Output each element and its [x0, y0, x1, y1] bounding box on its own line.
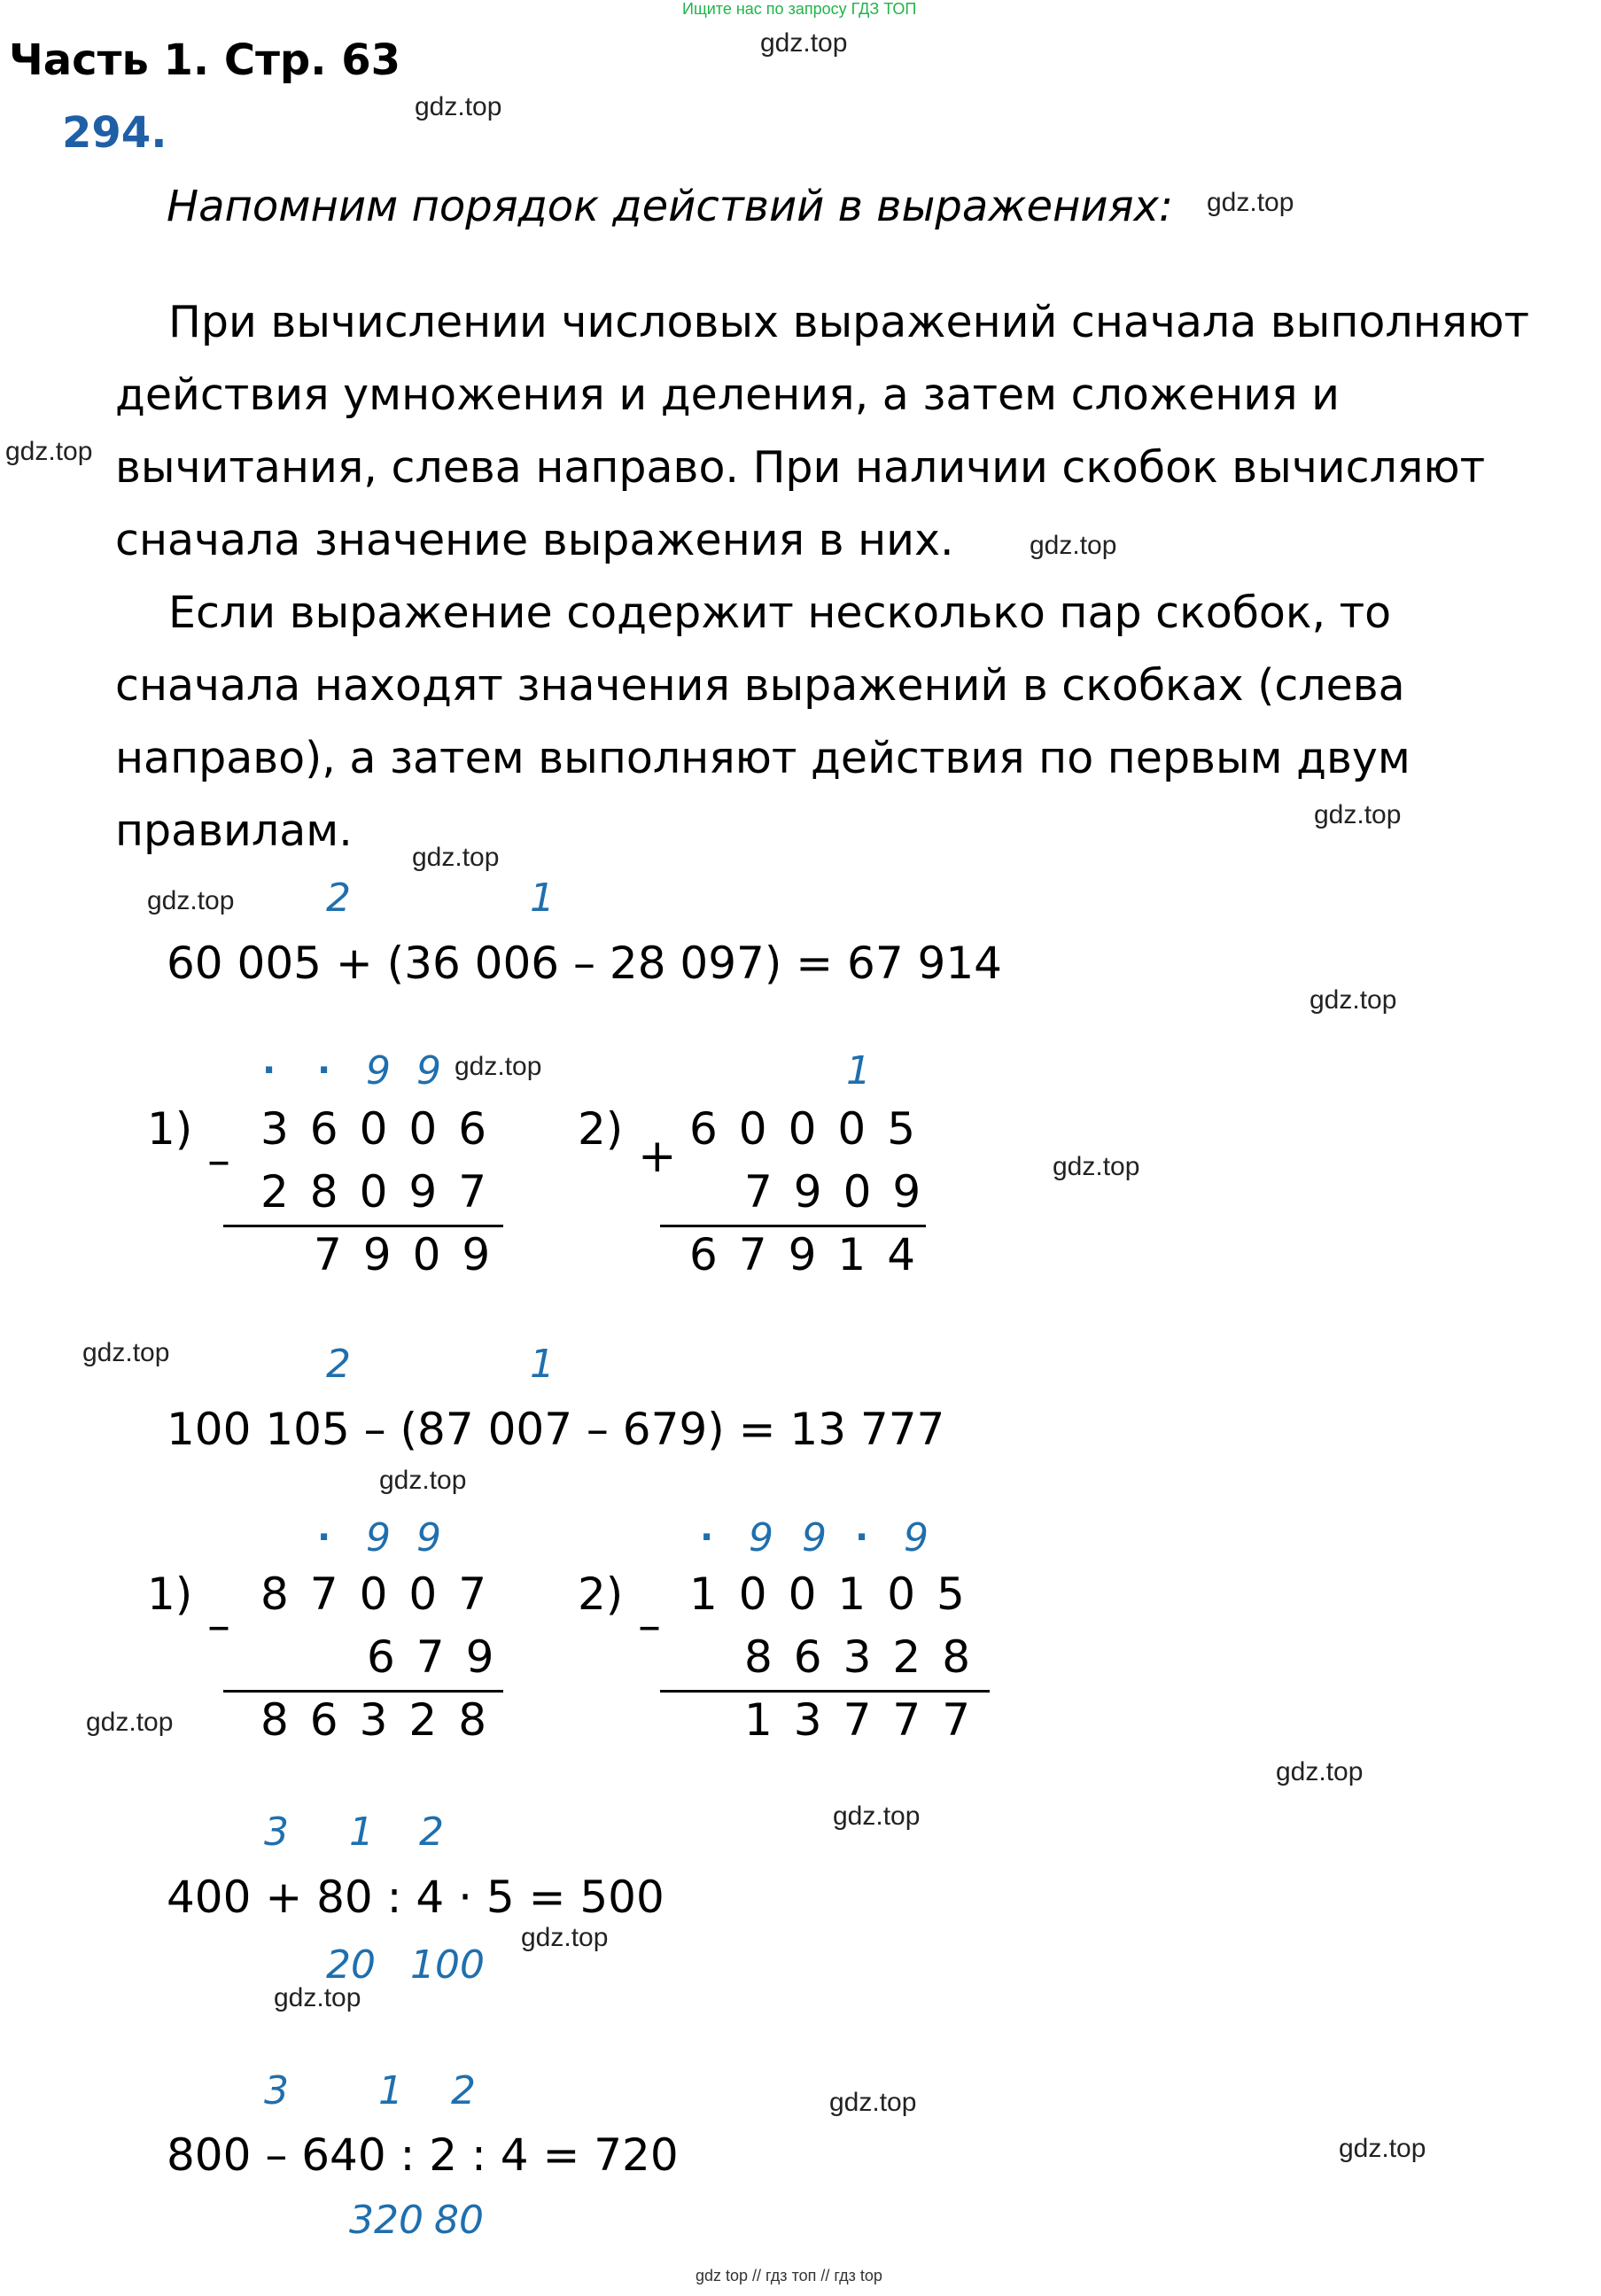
watermark: gdz.top	[1030, 531, 1117, 560]
expression: 800 – 640 : 2 : 4 = 720	[167, 2129, 679, 2181]
carry-mark: 9	[904, 1515, 929, 1561]
order-mark: 1	[349, 1810, 374, 1855]
difference: 13777	[744, 1694, 992, 1746]
order-mark: 2	[326, 1342, 351, 1387]
carry-mark: ·	[317, 1050, 331, 1091]
addend: 60005	[689, 1103, 937, 1155]
addend: 7909	[744, 1166, 943, 1218]
order-mark: 1	[530, 1342, 555, 1387]
operator: –	[207, 1134, 230, 1187]
subtrahend: 86328	[744, 1631, 992, 1683]
carry-mark: 9	[802, 1515, 827, 1561]
watermark: gdz.top	[412, 843, 500, 872]
page-heading: Часть 1. Стр. 63	[9, 35, 401, 85]
minuend: 87007	[260, 1568, 509, 1620]
step-label: 2)	[578, 1103, 624, 1155]
carry-mark: 9	[416, 1048, 441, 1094]
step-label: 2)	[578, 1568, 624, 1620]
carry-mark: ·	[855, 1517, 869, 1558]
minuend: 36006	[260, 1103, 509, 1155]
watermark: gdz.top	[1207, 188, 1294, 217]
order-mark: 1	[378, 2068, 403, 2113]
subtrahend: 679	[367, 1631, 516, 1683]
operator: –	[207, 1599, 230, 1653]
watermark: gdz.top	[379, 1466, 467, 1495]
expression: 60 005 + (36 006 – 28 097) = 67 914	[167, 938, 1002, 989]
column-line	[660, 1225, 926, 1227]
watermark: gdz.top	[760, 28, 848, 58]
intermediate-result: 20	[326, 1942, 376, 1988]
carry-mark: ·	[262, 1050, 276, 1091]
watermark: gdz.top	[833, 1802, 921, 1831]
watermark: gdz.top	[1339, 2134, 1426, 2163]
operator: +	[638, 1130, 677, 1183]
carry-mark: 9	[366, 1515, 391, 1561]
order-mark: 1	[530, 876, 555, 921]
bottom-banner: gdz top // гдз топ // гдз top	[696, 2267, 882, 2284]
top-banner: Ищите нас по запросу ГДЗ ТОП	[682, 0, 917, 18]
minuend: 100105	[689, 1568, 986, 1620]
order-mark: 2	[419, 1810, 444, 1855]
watermark: gdz.top	[455, 1052, 542, 1081]
carry-mark: 9	[366, 1048, 391, 1094]
carry-mark: 1	[846, 1048, 871, 1094]
intermediate-result: 320	[349, 2198, 424, 2243]
watermark: gdz.top	[5, 437, 93, 466]
watermark: gdz.top	[82, 1338, 170, 1367]
order-mark: 2	[451, 2068, 476, 2113]
order-mark: 3	[264, 2068, 289, 2113]
watermark: gdz.top	[147, 886, 235, 915]
intermediate-result: 80	[434, 2198, 484, 2243]
watermark: gdz.top	[829, 2088, 917, 2117]
subtitle: Напомним порядок действий в выражениях:	[167, 182, 1174, 231]
column-line	[223, 1690, 503, 1693]
watermark: gdz.top	[1310, 985, 1397, 1015]
watermark: gdz.top	[1276, 1757, 1364, 1786]
intermediate-result: 100	[410, 1942, 485, 1988]
carry-mark: ·	[317, 1517, 331, 1558]
task-number: 294.	[62, 108, 167, 158]
difference: 7909	[314, 1229, 512, 1280]
difference: 86328	[260, 1694, 509, 1746]
carry-mark: 9	[416, 1515, 441, 1561]
order-mark: 3	[264, 1810, 289, 1855]
rule-paragraph: При вычислении числовых выражений сначала выполняют действия умножения и деления, а затем сложения и вычитания, слева направо. При наличии скобок вычисляют сначала значение выражения в них.	[115, 297, 1530, 565]
watermark: gdz.top	[1053, 1152, 1140, 1181]
column-line	[223, 1225, 503, 1227]
step-label: 1)	[147, 1103, 193, 1155]
carry-mark: 9	[749, 1515, 773, 1561]
subtrahend: 28097	[260, 1166, 509, 1218]
expression: 400 + 80 : 4 · 5 = 500	[167, 1872, 664, 1923]
watermark: gdz.top	[521, 1923, 609, 1952]
step-label: 1)	[147, 1568, 193, 1620]
carry-mark: ·	[700, 1517, 714, 1558]
column-line	[660, 1690, 990, 1693]
watermark: gdz.top	[415, 92, 502, 121]
rule-paragraph: Если выражение содержит несколько пар скобок, то сначала находят значения выражений в скобках (слева направо), а затем выполняют действия по первым двум правилам.	[115, 588, 1411, 856]
sum: 67914	[689, 1229, 937, 1280]
expression: 100 105 – (87 007 – 679) = 13 777	[167, 1404, 945, 1455]
order-mark: 2	[326, 876, 351, 921]
watermark: gdz.top	[86, 1708, 174, 1737]
operator: –	[638, 1599, 661, 1653]
watermark: gdz.top	[1314, 800, 1402, 829]
watermark: gdz.top	[274, 1983, 361, 2012]
